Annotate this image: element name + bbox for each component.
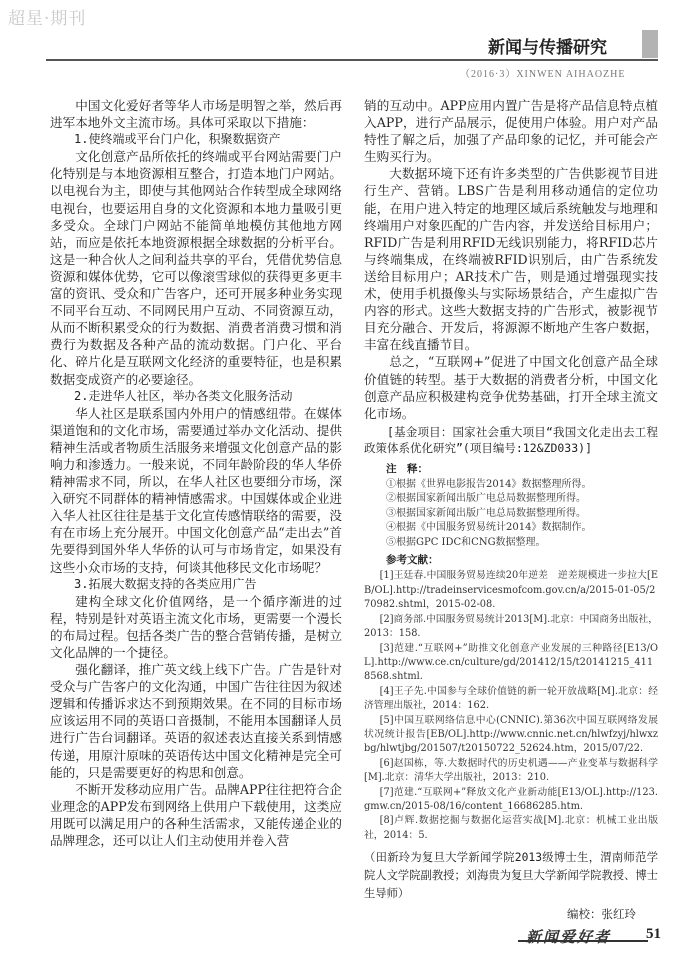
section-heading: 1.使终端或平台门户化，积聚数据资产 [74, 132, 281, 147]
references-title: 参考文献： [386, 554, 439, 567]
references-list [364, 569, 658, 843]
header-accent-bar [642, 30, 658, 58]
section-heading: 3.拓展大数据支持的各类应用广告 [74, 576, 257, 591]
reference-item: [3]范建.“互联网+”助推文化创意产业发展的三种路径[E13/OL].http://www.ce.cn/culture/gd/201412/15/t20141215_4118568.shtml. [364, 642, 658, 683]
journal-watermark: 超星·期刊 [8, 9, 87, 29]
note-item: ②根据国家新闻出版广电总局数据整理所得。 [386, 493, 586, 505]
body-paragraph: 强化翻译，推广英文线上线下广告。广告是针对受众与广告客户的文化沟通，中国广告往往因为叙述逻辑和传播诉求达不到预期效果。在不同的目标市场应该运用不同的英语口音摄制，不能用本国翻译人员进行广告台词翻译。英语的叙述表达直接关系到情感传递，用原汁原味的英语传达中国文化精神是完全可能的，只是需要更好的构思和创意。 [50, 662, 342, 780]
header-divider [46, 59, 658, 61]
body-paragraph: 总之，“互联网+”促进了中国文化创意产品全球价值链的转型。基于大数据的消费者分析，中国文化创意产品应积极建构竞争优势基础，打开全球主流文化市场。 [364, 354, 658, 421]
reference-item: [5]中国互联网络信息中心(CNNIC).第36次中国互联网络发展状况统计报告[EB/OL].http://www.cnnic.net.cn/hlwfzyj/hlwxzbg/hlwtjbg/201507/t20150722_52624.htm，2015/07/22. [364, 714, 658, 755]
editor-credit: 编校：张红玲 [567, 907, 636, 922]
right-paragraphs [364, 97, 658, 422]
note-item: ①根据《世界电影报告2014》数据整理所得。 [386, 478, 592, 490]
left-column [50, 97, 342, 849]
section-heading: 2.走进华人社区，举办各类文化服务活动 [74, 388, 293, 403]
body-paragraph: 不断开发移动应用广告。品牌APP往往把符合企业理念的APP发布到网络上供用户下载使用，这类应用既可以满足用户的各种生活需求，又能传递企业的品牌理念，还可以让人们主动使用并卷入营 [50, 781, 342, 849]
body-paragraph: 大数据环境下还有许多类型的广告供影视节目进行生产、营销。LBS广告是利用移动通信的定位功能，在用户进入特定的地理区域后系统触发与地理和终端用户对象匹配的广告内容，并发送给目标用户；RFID广告是利用RFID无线识别能力，将RFID芯片与终端集成，在终端被RFID识别后，由广告系统发送给目标用户；AR技术广告，则是通过增强现实技术，使用手机摄像头与实际场景结合，产生虚拟广告内容的形式。这些大数据支持的广告形式，被影视节目充分融合、开发后，将源源不断地产生客户数据，丰富在线直播节目。 [364, 166, 658, 353]
body-paragraph: 建构全球文化价值网络，是一个循序渐进的过程，特别是针对英语主流文化市场，更需要一个漫长的布局过程。包括各类广告的整合营销传播，是树立文化品牌的一个捷径。 [50, 593, 342, 660]
body-paragraph: 华人社区是联系国内外用户的情感纽带。在媒体渠道饱和的文化市场，需要通过举办文化活动、提供精神生活或者物质生活服务来增强文化创意产品的影响力和渗透力。一般来说，不同年龄阶段的华人华侨精神需求不同，所以，在华人社区也要细分市场，深入研究不同群体的精神情感需求。中国媒体或企业进入华人社区往往是基于文化宣传感情联络的需要，没有在市场上充分展开。中国文化创意产品“走出去”首先要得到国外华人华侨的认可与市场肯定，如果没有这些小众市场的支持，何谈其他移民文化市场呢？ [50, 405, 342, 575]
body-paragraph: 销的互动中。APP应用内置广告是将产品信息特点植入APP，进行产品展示，促使用户体验。用户对产品特性了解之后，加强了产品印象的记忆，并可能会产生购买行为。 [364, 98, 658, 165]
body-paragraph: 文化创意产品所依托的终端或平台网站需要门户化特别是与本地资源相互整合，打造本地门户网站。以电视台为主，即使与其他网站合作转型成全球网络电视台，也要运用自身的文化资源和本地力量吸引更多受众。全球门户网站不能简单地模仿其他地方网站，而应是依托本地资源根据全球数据的分析平台。这是一种合伙人之间利益共享的平台，凭借优势信息资源和媒体优势，它可以像滚雪球似的获得更多更丰富的资讯、受众和广告客户，还可开展多种业务实现不同平台互动、不同网民用户互动、不同资源互动，从而不断积累受众的行为数据、消费者消费习惯和消费行为数据及各种产品的流动数据。门户化、平台化、碎片化是互联网文化经济的重要特征，也是积累数据变成资产的必要途径。 [50, 149, 342, 387]
reference-item: [8]卢辉.数据挖掘与数据化运营实战[M].北京：机械工业出版社，2014：5. [364, 815, 658, 841]
right-column [364, 97, 658, 923]
notes-list [364, 478, 658, 551]
page-number: 51 [646, 926, 661, 942]
author-bio: （田新玲为复旦大学新闻学院2013级博士生，渭南师范学院人文学院副教授；刘海贵为复旦大学新闻学院教授、博士生导师） [364, 851, 658, 901]
note-item: ③根据国家新闻出版广电总局数据整理所得。 [386, 507, 586, 519]
project-note: [基金项目：国家社会重大项目“我国文化走出去工程政策体系优化研究”(项目编号:12&ZD033)] [364, 424, 658, 456]
issue-label: （2016·3）XINWEN AIHAOZHE [460, 69, 626, 80]
reference-item: [7]范建.“互联网+”释放文化产业新动能[E13/OL].http://123.gmw.cn/2015-08/16/content_16686285.htm. [364, 786, 658, 812]
note-item: ⑤根据GPC IDC和CNG数据整理。 [386, 536, 546, 548]
reference-item: [2]商务部.中国服务贸易统计2013[M].北京：中国商务出版社，2013：158. [364, 613, 658, 640]
footer-brand: 新闻爱好者 [526, 928, 612, 946]
reference-item: [1]王廷春.中国服务贸易连续20年逆差 逆差规模进一步拉大[EB/OL].http://tradeinservicesmofcom.gov.cn/a/2015-01-05/270982.shtml，2015-02-08. [364, 570, 658, 611]
section-title: 新闻与传播研究 [488, 38, 607, 58]
notes-title: 注 释： [386, 462, 428, 475]
reference-item: [4]王子先.中国参与全球价值链的新一轮开放战略[M].北京：经济管理出版社，2014：162. [364, 685, 658, 712]
reference-item: [6]赵国栋，等.大数据时代的历史机遇——产业变革与数据科学[M].北京：清华大学出版社，2013：210. [364, 757, 658, 784]
note-item: ④根据《中国服务贸易统计2014》数据制作。 [386, 522, 592, 534]
body-paragraph: 中国文化爱好者等华人市场是明智之举，然后再进军本地外文主流市场。具体可采取以下措施： [50, 98, 342, 131]
